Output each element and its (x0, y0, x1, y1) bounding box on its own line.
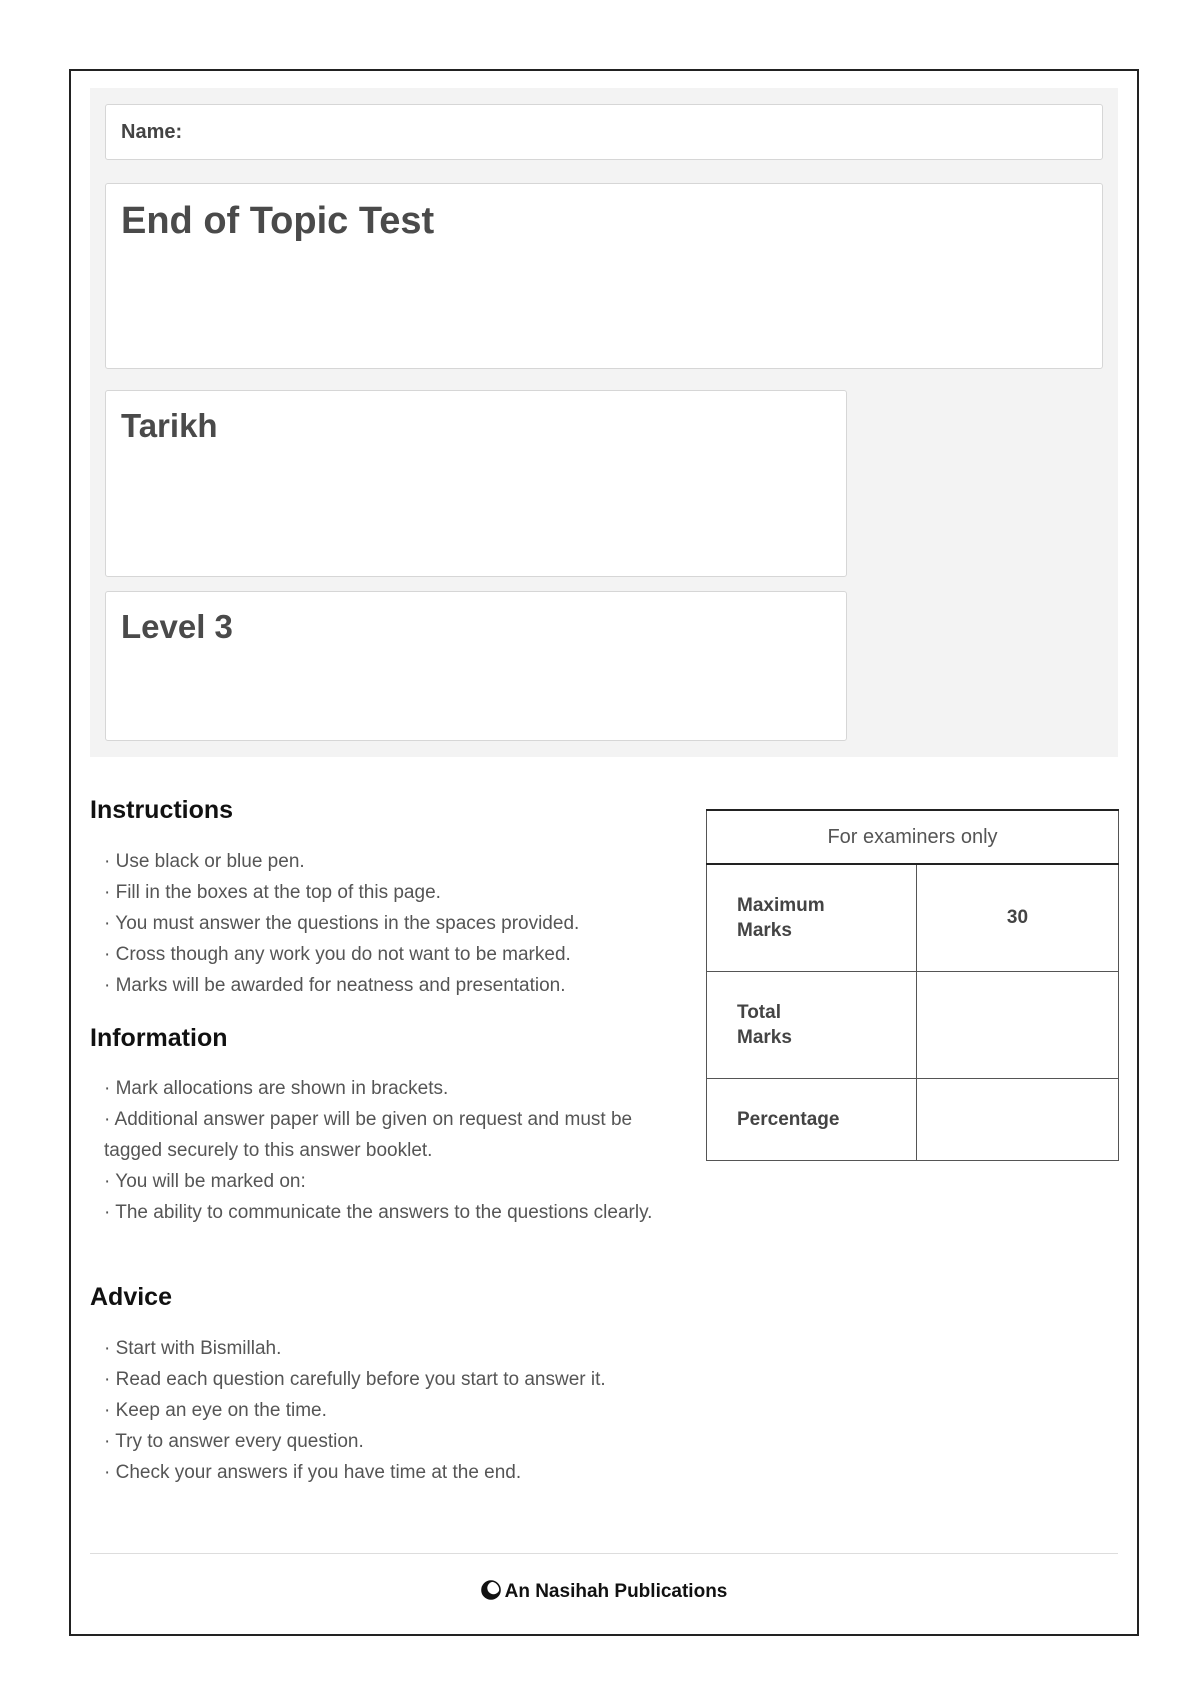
name-field[interactable] (105, 104, 1103, 160)
table-row (707, 971, 1119, 1078)
row-label-line: Total (737, 1001, 781, 1023)
total-marks-label (707, 971, 917, 1078)
table-row (707, 1078, 1119, 1160)
row-label-line: Maximum (737, 894, 825, 916)
list-item: · Read each question carefully before you start to answer it. (104, 1369, 606, 1390)
test-title-box (105, 183, 1103, 369)
list-item: · Additional answer paper will be given on request and must be tagged securely to this answer booklet. (104, 1109, 633, 1161)
advice-list (104, 1333, 694, 1488)
list-item: · Start with Bismillah. (104, 1338, 282, 1359)
percentage-label (707, 1078, 917, 1160)
name-label: Name: (121, 121, 183, 143)
maximum-marks-value: 30 (917, 864, 1119, 971)
list-item: · Check your answers if you have time at the end. (104, 1462, 522, 1483)
information-list (104, 1073, 694, 1228)
list-item: · Keep an eye on the time. (104, 1400, 327, 1421)
examiner-table (706, 809, 1119, 1161)
footer-divider (90, 1553, 1118, 1554)
list-item: · Try to answer every question. (104, 1431, 364, 1452)
examiner-table-header: For examiners only (707, 810, 1119, 864)
table-row (707, 864, 1119, 971)
instructions-heading: Instructions (90, 796, 234, 824)
list-item: · Cross though any work you do not want to be marked. (104, 944, 571, 965)
list-item: · You must answer the questions in the spaces provided. (104, 913, 580, 934)
percentage-value[interactable] (917, 1078, 1119, 1160)
page-frame (69, 69, 1139, 1636)
information-heading: Information (90, 1024, 228, 1052)
list-item: · Marks will be awarded for neatness and presentation. (104, 975, 566, 996)
level-title: Level 3 (121, 608, 233, 645)
list-item: · Use black or blue pen. (104, 851, 305, 872)
list-item: · The ability to communicate the answers to the questions clearly. (104, 1202, 653, 1223)
instructions-list (104, 846, 694, 1001)
list-item: · Mark allocations are shown in brackets. (104, 1078, 449, 1099)
test-title: End of Topic Test (121, 200, 435, 242)
list-item: · You will be marked on: (104, 1171, 306, 1192)
footer (90, 1580, 1118, 1606)
row-label-line: Marks (737, 1026, 792, 1048)
crescent-logo-icon (481, 1580, 501, 1606)
maximum-marks-label (707, 864, 917, 971)
header-panel (90, 88, 1118, 757)
row-label-line: Percentage (737, 1108, 840, 1130)
advice-heading: Advice (90, 1283, 172, 1311)
publisher-name: An Nasihah Publications (504, 1581, 728, 1602)
list-item: · Fill in the boxes at the top of this page. (104, 882, 441, 903)
row-label-line: Marks (737, 919, 792, 941)
total-marks-value[interactable] (917, 971, 1119, 1078)
subject-title: Tarikh (121, 407, 218, 444)
level-box (105, 591, 847, 741)
subject-box (105, 390, 847, 577)
